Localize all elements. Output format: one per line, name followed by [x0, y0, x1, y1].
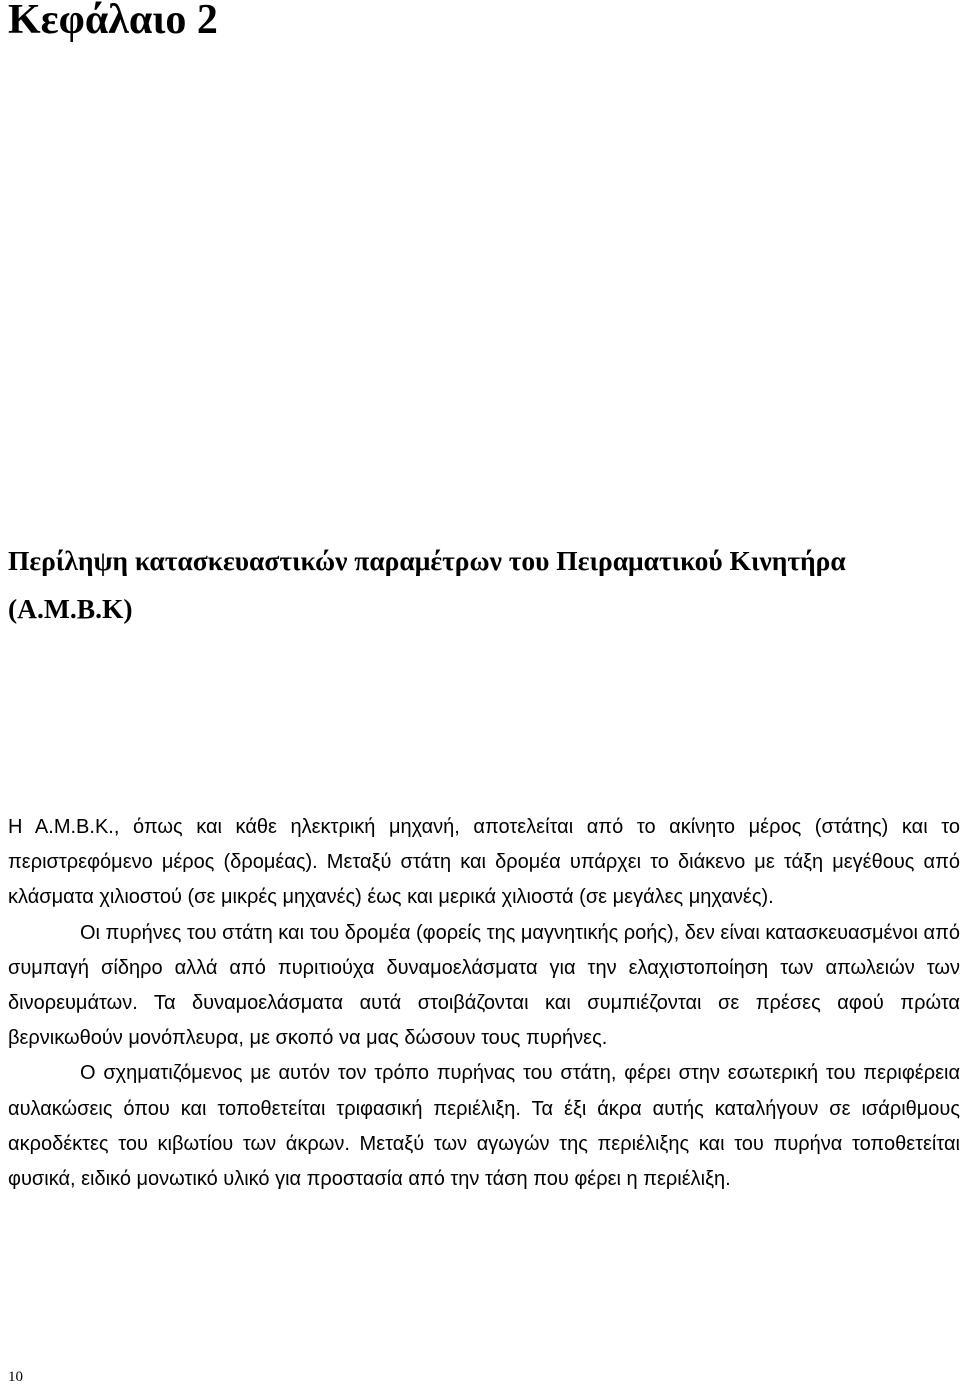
paragraph-2: Οι πυρήνες του στάτη και του δρομέα (φορείς της μαγνητικής ροής), δεν είναι κατασκευασμένοι από συμπαγή σίδηρο αλλά από πυριτιούχα δυναμοελάσματα για την ελαχιστοποίηση των απωλειών των δινορευμάτων. Τα δυναμοελάσματα αυτά στοιβάζονται και συμπιέζονται σε πρέσες αφού πρώτα βερνικωθούν μονόπλευρα, με σκοπό να μας δώσουν τους πυρήνες.: [8, 921, 960, 1050]
section-title: Περίληψη κατασκευαστικών παραμέτρων του Πειραματικού Κινητήρα (Α.Μ.Β.Κ): [8, 545, 846, 624]
chapter-title: Κεφάλαιο 2: [8, 0, 218, 43]
paragraph-1: Η Α.Μ.Β.Κ., όπως και κάθε ηλεκτρική μηχανή, αποτελείται από το ακίνητο μέρος (στάτης) και το περιστρεφόμενο μέρος (δρομέας). Μεταξύ στάτη και δρομέα υπάρχει το διάκενο με τάξη μεγέθους από κλάσματα χιλιοστού (σε μικρές μηχανές) έως και μερικά χιλιοστά (σε μεγάλες μηχανές).: [8, 816, 960, 909]
page-number: 10: [8, 1369, 23, 1385]
body-text: [8, 810, 960, 1197]
paragraph-3: Ο σχηματιζόμενος με αυτόν τον τρόπο πυρήνας του στάτη, φέρει στην εσωτερική του περιφέρεια αυλακώσεις όπου και τοποθετείται τριφασική περιέλιξη. Τα έξι άκρα αυτής καταλήγουν σε ισάριθμους ακροδέκτες του κιβωτίου των άκρων. Μεταξύ των αγωγών της περιέλιξης και του πυρήνα τοποθετείται φυσικά, ειδικό μονωτικό υλικό για προστασία από την τάση που φέρει η περιέλιξη.: [8, 1062, 960, 1191]
